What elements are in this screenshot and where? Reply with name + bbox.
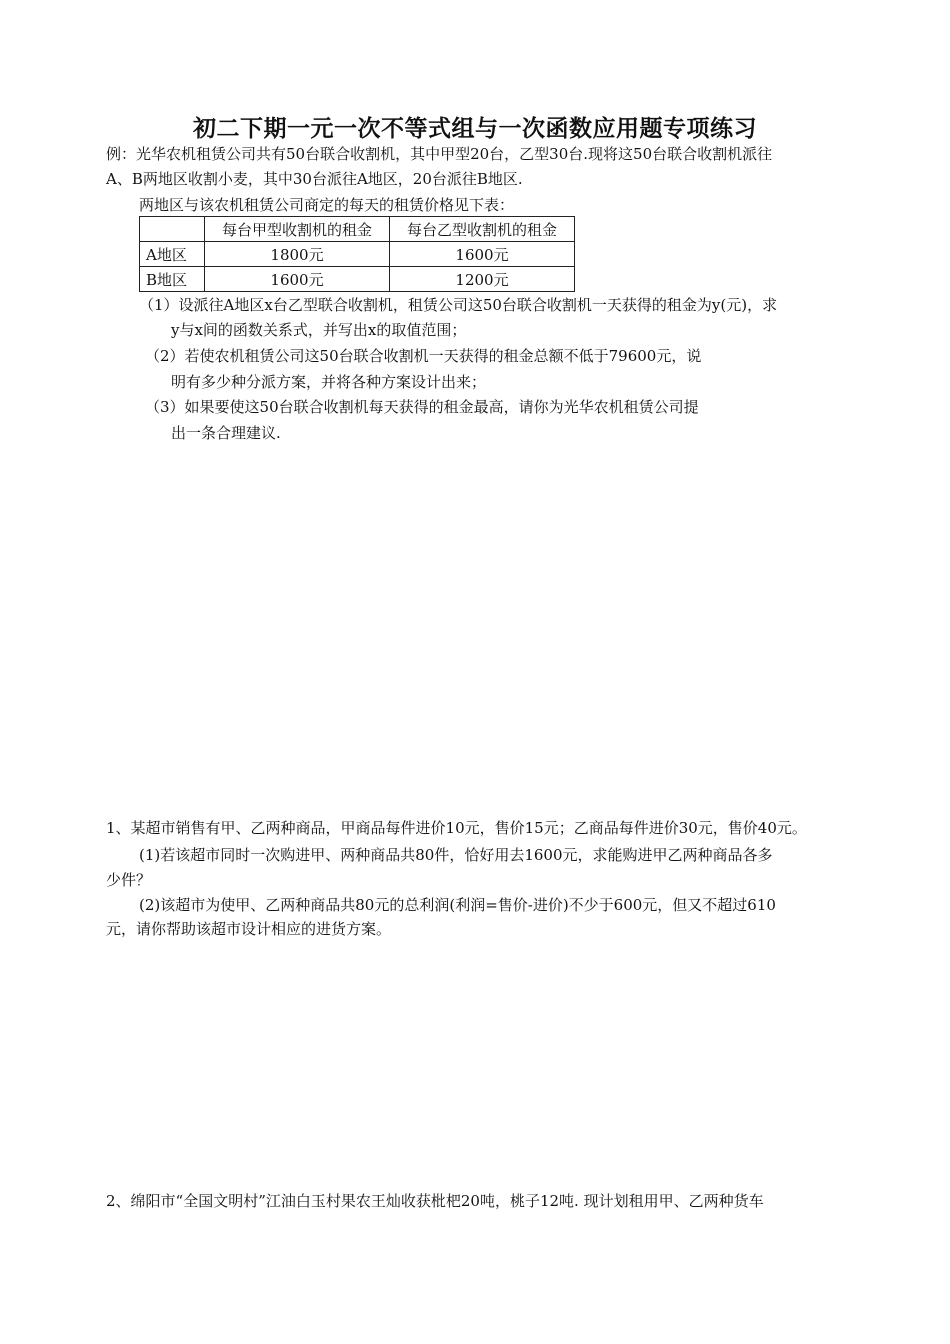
page-title: 初二下期一元一次不等式组与一次函数应用题专项练习	[193, 115, 757, 142]
question-2-line-1: （2）若使农机租赁公司这50台联合收割机一天获得的租金总额不低于79600元，说	[145, 347, 702, 365]
table-row	[140, 242, 575, 267]
problem-1-line-5: 元，请你帮助该超市设计相应的进货方案。	[106, 920, 392, 938]
table-row	[140, 267, 575, 292]
table-header-row	[140, 217, 575, 242]
question-1-line-1: （1）设派往A地区x台乙型联合收割机，租赁公司这50台联合收割机一天获得的租金为y(元)，求	[139, 296, 778, 314]
problem-1-line-1: 1、某超市销售有甲、乙两种商品，甲商品每件进价10元，售价15元；乙商品每件进价30元，售价40元。	[106, 819, 807, 837]
example-line-2: A、B两地区收割小麦，其中30台派往A地区，20台派往B地区.	[106, 170, 523, 188]
problem-1-line-2: (1)若该超市同时一次购进甲、两种商品共80件，恰好用去1600元，求能购进甲乙两种商品各多	[139, 846, 773, 864]
question-3-line-1: （3）如果要使这50台联合收割机每天获得的租金最高，请你为光华农机租赁公司提	[145, 398, 699, 416]
table-caption: 两地区与该农机租赁公司商定的每天的租赁价格见下表：	[139, 196, 515, 214]
example-line-1: 例：光华农机租赁公司共有50台联合收割机，其中甲型20台，乙型30台.现将这50台联合收割机派往	[106, 145, 773, 163]
table-cell: 1800元	[205, 242, 390, 267]
problem-2-line-1: 2、绵阳市“全国文明村”江油白玉村果农王灿收获枇杷20吨，桃子12吨. 现计划租用甲、乙两种货车	[106, 1192, 764, 1210]
table-header-cell: 每台乙型收割机的租金	[390, 217, 575, 242]
table-cell: 1200元	[390, 267, 575, 292]
table-header-cell: 每台甲型收割机的租金	[205, 217, 390, 242]
table-cell: A地区	[140, 242, 205, 267]
problem-1-line-4: (2)该超市为使甲、乙两种商品共80元的总利润(利润=售价-进价)不少于600元，但又不超过610	[139, 896, 776, 914]
table-header-cell	[140, 217, 205, 242]
table-cell: 1600元	[390, 242, 575, 267]
question-1-line-2: y与x间的函数关系式，并写出x的取值范围；	[171, 321, 467, 339]
problem-1-line-3: 少件？	[106, 871, 152, 889]
table-cell: 1600元	[205, 267, 390, 292]
table-cell: B地区	[140, 267, 205, 292]
question-2-line-2: 明有多少种分派方案，并将各种方案设计出来；	[171, 373, 487, 391]
question-3-line-2: 出一条合理建议.	[171, 424, 281, 442]
rent-price-table	[139, 216, 575, 292]
